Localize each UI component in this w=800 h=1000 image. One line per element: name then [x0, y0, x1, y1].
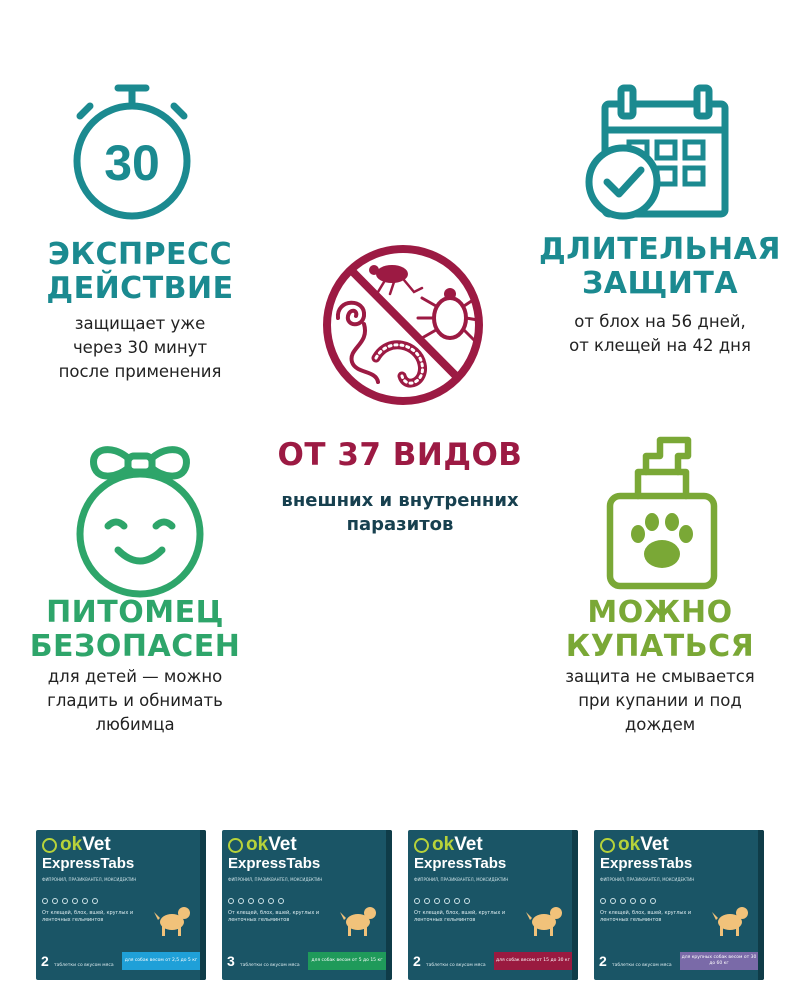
stopwatch-number: 30 [104, 135, 160, 191]
product-box [222, 830, 392, 980]
brand-logo: okVet [600, 835, 669, 855]
brand-logo: okVet [228, 835, 297, 855]
dog-icon [154, 902, 194, 938]
product-line: ExpressTabs [42, 855, 135, 872]
brand-logo: okVet [414, 835, 483, 855]
calendar-check-icon [585, 82, 735, 222]
tablet-count: 2 [599, 953, 607, 969]
tablets-label: таблетки со вкусом мяса [612, 963, 672, 968]
product-box [594, 830, 764, 980]
tablets-label: таблетки со вкусом мяса [240, 963, 300, 968]
no-parasites-icon [318, 240, 488, 410]
weight-band: для крупных собак весом от 30 до 60 кг [680, 952, 758, 970]
safe-title: ПИТОМЕЦ БЕЗОПАСЕН [29, 595, 241, 664]
dog-icon [712, 902, 752, 938]
tablets-label: таблетки со вкусом мяса [426, 963, 486, 968]
parasite-icons [42, 898, 98, 904]
dog-icon [340, 902, 380, 938]
ingredients: ФИПРОНИЛ, ПРАЗИКВАНТЕЛ, МОКСИДЕКТИН [600, 877, 695, 882]
parasite-icons [600, 898, 656, 904]
express-title: ЭКСПРЕСС ДЕЙСТВИЕ [46, 237, 234, 306]
stopwatch-icon [58, 78, 218, 233]
product-box [36, 830, 206, 980]
longterm-title: ДЛИТЕЛЬНАЯ ЗАЩИТА [539, 232, 781, 301]
weight-band: для собак весом от 15 до 30 кг [494, 952, 572, 970]
baby-face-icon [60, 438, 220, 600]
weight-band: для собак весом от 2,5 до 5 кг [122, 952, 200, 970]
indication: От клещей, блох, вшей, круглых и ленточных гельминтов [228, 910, 320, 923]
center-description: внешних и внутренних паразитов [281, 490, 519, 535]
longterm-description: от блох на 56 дней, от клещей на 42 дня [569, 312, 751, 355]
product-box [408, 830, 578, 980]
bath-title: МОЖНО КУПАТЬСЯ [565, 595, 755, 664]
bath-description: защита не смывается при купании и под дождем [565, 667, 755, 734]
indication: От клещей, блох, вшей, круглых и ленточных гельминтов [414, 910, 506, 923]
tablet-count: 2 [41, 953, 49, 969]
product-line: ExpressTabs [600, 855, 693, 872]
shampoo-paw-icon [598, 432, 728, 592]
indication: От клещей, блох, вшей, круглых и ленточных гельминтов [600, 910, 692, 923]
product-line: ExpressTabs [228, 855, 321, 872]
ingredients: ФИПРОНИЛ, ПРАЗИКВАНТЕЛ, МОКСИДЕКТИН [414, 877, 509, 882]
tablet-count: 2 [413, 953, 421, 969]
safe-description: для детей — можно гладить и обнимать любимца [47, 667, 223, 734]
express-description: защищает уже через 30 минут после применения [58, 314, 222, 381]
dog-icon [526, 902, 566, 938]
parasite-icons [414, 898, 470, 904]
center-title: ОТ 37 ВИДОВ [277, 437, 523, 473]
ingredients: ФИПРОНИЛ, ПРАЗИКВАНТЕЛ, МОКСИДЕКТИН [228, 877, 323, 882]
tablet-count: 3 [227, 953, 235, 969]
brand-logo: okVet [42, 835, 111, 855]
indication: От клещей, блох, вшей, круглых и ленточных гельминтов [42, 910, 134, 923]
ingredients: ФИПРОНИЛ, ПРАЗИКВАНТЕЛ, МОКСИДЕКТИН [42, 877, 137, 882]
parasite-icons [228, 898, 284, 904]
product-line: ExpressTabs [414, 855, 507, 872]
weight-band: для собак весом от 5 до 15 кг [308, 952, 386, 970]
tablets-label: таблетки со вкусом мяса [54, 963, 114, 968]
